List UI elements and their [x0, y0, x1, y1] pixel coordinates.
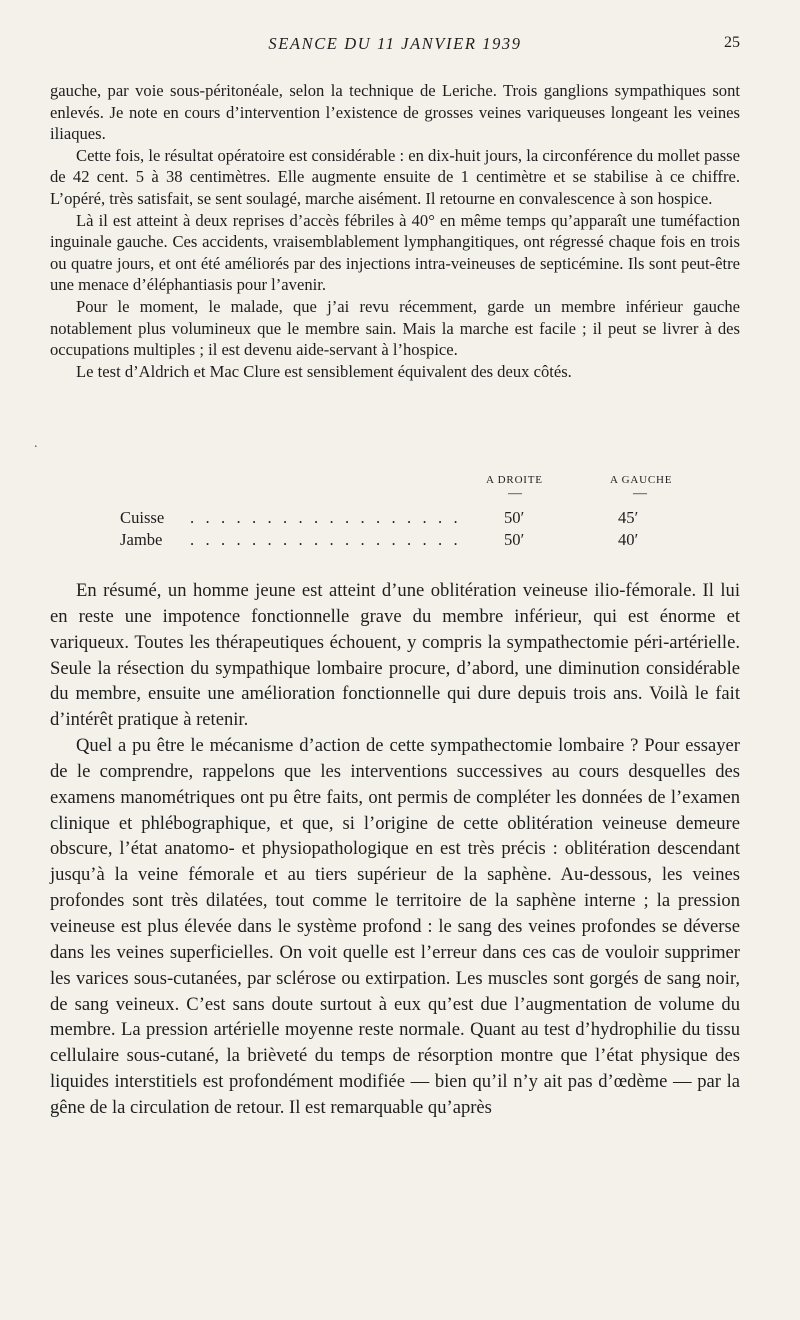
header-dash: — [633, 486, 647, 501]
running-title: SEANCE DU 11 JANVIER 1939 [268, 34, 522, 53]
value-left: 40′ [618, 530, 639, 549]
stray-mark: . [34, 436, 38, 451]
dot-leader: . . . . . . . . . . . . . . . . . . [190, 508, 462, 527]
paragraph: Quel a pu être le mécanisme d’action de cette sympathectomie lombaire ? Pour essayer de le comprendre, rappelons que les interventions successives au cours desquelles des examens manométriques ont pu être faits, ont permis de compléter les données de l’examen clinique et phlébographique, et que, si l’origine de cette oblitération veineuse demeure obscure, l’état anatomo- et physiopathologique en est très précis : oblitération descendant jusqu’à la veine fémorale et au tiers supérieur de la saphène. Au-dessous, les veines profondes sont très dilatées, tout comme le territoire de la saphène interne ; la pression veineuse est plus élevée dans le système profond : le sang des veines profondes se déverse dans les veines superficielles. On voit quelle est l’erreur dans ces cas de vouloir supprimer les varices sous-cutanées, par sclérose ou extirpation. Les muscles sont gorgés de sang noir, de sang veineux. C’est sans doute surtout à eux qu’est due l’augmentation de volume du membre. La pression artérielle moyenne reste normale. Quant au test d’hydrophilie du tissu cellulaire sous-cutané, la brièveté du temps de résorption montre que l’état physique des liquides interstitiels est profondément modifiée — bien qu’il n’y ait pas d’œdème — par la gêne de la circulation de retour. Il est remarquable qu’après [50, 735, 740, 1118]
value-left: 45′ [618, 508, 639, 527]
page-header [50, 34, 740, 58]
paragraph: En résumé, un homme jeune est atteint d’une oblitération veineuse ilio-fémorale. Il lui en reste une impotence fonctionnelle grave du membre inférieur, qui est énorme et variqueux. Toutes les thérapeutiques échouent, y compris la sympathectomie péri-artérielle. Seule la résection du sympathique lombaire procure, d’abord, une diminution considérable du membre, ensuite une amélioration fonctionnelle qui dure depuis trois ans. Voilà le fait d’intérêt pratique à retenir. [50, 580, 740, 731]
value-right: 50′ [504, 530, 525, 549]
dot-leader: . . . . . . . . . . . . . . . . . . [190, 530, 462, 549]
column-header-left: A GAUCHE [610, 474, 673, 486]
paragraph: Le test d’Aldrich et Mac Clure est sensiblement équivalent des deux côtés. [76, 361, 572, 381]
page-number: 25 [724, 34, 740, 51]
row-label: Jambe [120, 530, 163, 549]
table-row [120, 530, 730, 552]
paragraph: gauche, par voie sous-péritonéale, selon la technique de Leriche. Trois ganglions sympathiques sont enlevés. Je note en cours d’intervention l’existence de grosses veines variqueuses longeant les veines iliaques. [50, 81, 740, 144]
paragraph: Là il est atteint à deux reprises d’accès fébriles à 40° en même temps qu’apparaît une tuméfaction inguinale gauche. Ces accidents, vraisemblablement lymphangitiques, ont régressé chaque fois en trois ou quatre jours, et ont été améliorés par des injections intra-veineuses de septicémine. Ils sont peut-être une menace d’éléphantiasis pour l’avenir. [50, 210, 740, 295]
header-dash: — [508, 486, 522, 501]
paragraph: Pour le moment, le malade, que j’ai revu récemment, garde un membre inférieur gauche notablement plus volumineux que le membre sain. Mais la marche est facile ; il peut se livrer à des occupations multiples ; il est devenu aide-servant à l’hospice. [50, 296, 740, 360]
row-label: Cuisse [120, 508, 165, 527]
column-header-right: A DROITE [486, 474, 543, 486]
value-right: 50′ [504, 508, 525, 527]
paragraph: Cette fois, le résultat opératoire est considérable : en dix-huit jours, la circonférence du mollet passe de 42 cent. 5 à 38 centimètres. Elle augmente ensuite de 1 centimètre et se stabilise à ce chiffre. L’opéré, très satisfait, se sent soulagé, marche aisément. Il retourne en convalescence à son hospice. [50, 145, 740, 208]
table-row [120, 508, 730, 530]
body-text-small [50, 80, 740, 382]
body-text-large [50, 578, 740, 1121]
